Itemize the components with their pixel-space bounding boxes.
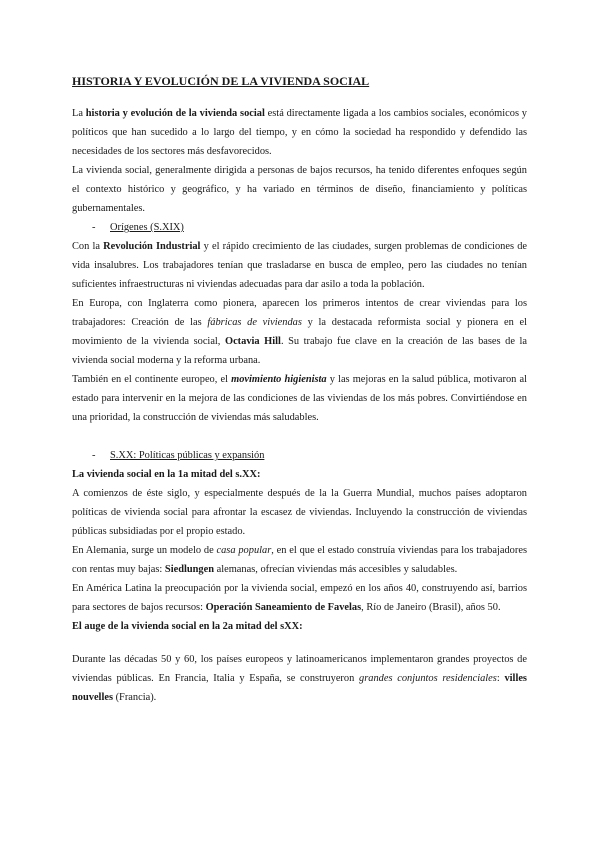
document-title: HISTORIA Y EVOLUCIÓN DE LA VIVIENDA SOCIAL xyxy=(72,74,370,88)
text-run: También en el continente europeo, el xyxy=(72,374,232,385)
list-dash: - xyxy=(92,450,96,461)
text-run: , Río de Janeiro (Brasil), años 50. xyxy=(361,602,501,613)
bold-term: Siedlungen xyxy=(164,564,215,575)
text-run: En Alemania, surge un modelo de xyxy=(72,545,217,556)
italic-term: casa popular xyxy=(216,545,272,556)
document-page xyxy=(72,72,527,707)
text-run: La xyxy=(72,108,86,119)
paragraph-higienista xyxy=(72,370,527,427)
paragraph-revolucion xyxy=(72,237,527,294)
bold-term: Revolución Industrial xyxy=(103,241,201,252)
paragraph-europa xyxy=(72,294,527,370)
paragraph-decadas xyxy=(72,650,527,707)
paragraph-comienzos: A comienzos de éste siglo, y especialmente después de la la Guerra Mundial, muchos países adoptaron políticas de vivienda social para afrontar la escasez de viviendas. Incluyendo la construcción de viviendas públicas subsidiadas por el propio estado. xyxy=(72,488,527,537)
bold-term: villes nouvelles xyxy=(72,673,527,703)
bold-italic-term: movimiento higienista xyxy=(231,374,327,385)
list-item-origenes xyxy=(92,218,527,237)
bold-term: Operación Saneamiento de Favelas xyxy=(205,602,362,613)
paragraph-alemania xyxy=(72,541,527,579)
text-run: : xyxy=(496,673,505,684)
text-run: alemanas, ofrecían viviendas más accesibles y saludables. xyxy=(214,564,458,575)
section-heading-2a-mitad: El auge de la vivienda social en la 2a mitad del sXX: xyxy=(72,621,303,632)
text-run: En América Latina la preocupación por la vivienda social, empezó en los años 40, construyendo así, barrios para sectores de bajos recursos: xyxy=(72,583,527,613)
list-label: Orígenes (S.XIX) xyxy=(110,222,184,233)
text-run: y las mejoras en la salud pública, motivaron al estado para intervenir en la mejora de las condiciones de las viviendas de los más pobres. Convirtiéndose en una prioridad, la construcción de viviendas más saludables. xyxy=(72,374,528,423)
text-run: y el rápido crecimiento de las ciudades, surgen problemas de condiciones de vida insalubres. Los trabajadores tenían que trasladarse en busca de empleo, pero las ciudades no tenían suficientes infraestructuras ni viviendas adecuadas para dar asilo a toda la población. xyxy=(72,241,528,290)
list-label: S.XX: Políticas públicas y expansión xyxy=(110,450,265,461)
section-heading-1a-mitad: La vivienda social en la 1a mitad del s.XX: xyxy=(72,469,261,480)
text-run: (Francia). xyxy=(113,692,157,703)
text-run: y la destacada reformista social y pionera en el movimiento de la vivienda social, xyxy=(72,317,528,347)
list-item-sxx xyxy=(92,446,527,465)
text-run: En Europa, con Inglaterra como pionera, aparecen los primeros intentos de crear viviendas para los trabajadores: Creación de las xyxy=(72,298,527,328)
paragraph-vivienda-social: La vivienda social, generalmente dirigida a personas de bajos recursos, ha tenido diferentes enfoques según el contexto histórico y geográfico, y ha variado en términos de diseño, financiamiento y políticas gubernamentales. xyxy=(72,165,527,214)
text-run: , en el que el estado construía viviendas para los trabajadores con rentas muy bajas: xyxy=(72,545,527,575)
bold-term: historia y evolución de la vivienda social xyxy=(85,108,265,119)
list-dash: - xyxy=(92,222,96,233)
text-run: . Su trabajo fue clave en la creación de las bases de la vivienda social moderna y la reforma urbana. xyxy=(72,336,528,366)
italic-term: fábricas de viviendas xyxy=(207,317,302,328)
intro-paragraph xyxy=(72,104,527,161)
text-run: está directamente ligada a los cambios sociales, económicos y políticos que han sucedido a lo largo del tiempo, y en cómo la sociedad ha respondido y defendido las necesidades de los sectores más desfavorecidos. xyxy=(72,108,527,157)
bold-term: Octavia Hill xyxy=(224,336,281,347)
text-run: Con la xyxy=(72,241,104,252)
paragraph-america-latina xyxy=(72,579,527,617)
italic-term: grandes conjuntos residenciales xyxy=(359,673,497,684)
text-run: Durante las décadas 50 y 60, los países europeos y latinoamericanos implementaron grandes proyectos de viviendas públicas. En Francia, Italia y España, se construyeron xyxy=(72,654,527,684)
